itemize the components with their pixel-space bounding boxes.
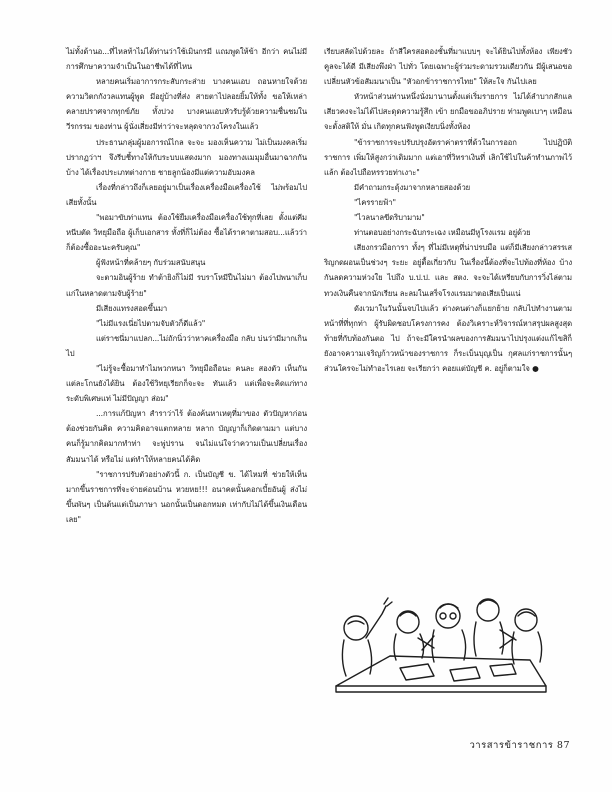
paragraph: ท่านตอบอย่างกระฉับกระเฉง เหมือนมีหูโรงแรม อยู่ด้วย [354,228,531,238]
right-column [324,44,572,376]
paragraph: ...การแก้ปัญหา สำราว่าไร้ ต้องค้นหาเหตุที่มาของ ตัวปัญหาก่อน ต้องช่วยกันคิด ความคิดอาจแตกหลาย หลาก บัญญาก็เกิดตามมา แต่บางคนก็รู้มากคิดมากทำท่า จะพู่ปราน จนไม่แน่ใจว่าความเป็นเปลี่ยนเรื่องสัมมนาได้ หรือไม่ แต่ทำให้หลายคนได้คิด [66,409,307,464]
person-body [474,622,504,656]
paragraph: มีเสียงแทรงสอดขึ้นมา [96,303,168,313]
paragraph: ไม่ทั้งด้านอ...ที่ไหลท้าไม่ได้ท่านว่าใช้เมินกรมี แถมพูดให้ข้า อีกว่า คนไม่มีการศึกษาความจำเป็นในอาชีพได้ที่ไหน [66,47,307,72]
paragraph: "ข้าราชการจะปรับปรุงอัตราค่าตราที่ด้วในการออก ไปปฏิบัติราชการ เพิ่มให้สูงกว่าเดิมมาก แต่เอาที่วิทราเงินที่ เลิกใช้ไปในค้าทำนภาพไว้แล้ก ต้องไปถือหรรวยท่าเงาะ" [324,137,572,177]
paragraph: "ไครรายฟ้า" [354,197,396,207]
page-footer: วารสารข้าราชการ 87 [469,740,570,751]
paragraph: ผู้ฟังหน้าที่คล้ายๆ กับร่วมสนับสนุน [96,258,206,268]
paragraph: "ราชการปรับตัวอย่างตัวนี้ ก. เป็นบัญชี ข. ได้ไหมที่ ช่วยให้เห็นมากขึ้นราชการที่จะจ่ายค่อนบ้าน หวยหย!!! อนาคตนั้นคอกเบี้ยอันผู้ ส่งไม่ขึ้นพันๆ เป็นต้นแต่เป็นภาษา นอกนั้นเป็นดอกทมด เท่ากับไม่ได้ขึ้นเงินเดือนเลย" [66,469,307,524]
paragraph: มีคำถามกระดุ้งมาจากหลายสองด้วย [354,182,471,192]
paragraph: "ไม่รู้จะซื้อมาทำไมพวกหนา วิทยุมือถือนะ คนละ สองตัว เห็นกันแต่ละโกนยังได้ยิน ต้องใช้วิทยุเรียกก็จะจะ ทันแล้ว แต่เพื่อจะคิดแก่ทางระดับพิเศษแท่ ไม่มีปัญญา ส่อม" [66,363,307,404]
paragraph: เสียงกรวมือการา ทั้งๆ ที่ไม่มีเหตุที่น่าปรบมือ แต่ก็มีเสียงกล่าวสรรเสริญกดผอนเป็นช่วงๆ ระยะ อยู่ตื้อเกี่ยวกับ ในเรื่องนี้ต้องที่จะไปท้องที่ห้อง บ้างกันลดความห่วงใย ไปถึง บ.ป.ป. และ สตง. จะจะได้เหรียบกับการวิ่งไล่ตาม ทวงเงินคืนจากนักเรียน ละลมในเสร็จโรงแรมมาตอเสียเป็นแน่ [324,243,572,298]
table-edge [336,686,546,692]
paragraph: จะตามอินผู้ร้าย ทำต้ายิงก็ไม่มี รบราโหมีปืนไม่มา ต้องไปพนาเก็บแก่ในหลาดตามจับผู้ร้าย" [66,273,307,298]
paragraph: "ไม่มีแรงเนี่ยไปตามจับตัวก็ดีแล้ว" [96,318,206,328]
paragraph: หลายคนเริ่มอาการกระสับกระส่าย บางคนแอบ ถอนหายใจด้วยความวิตกกังวลแทนผู้พูด มีอยู่บ้างที่ส่ง สายตาไปลอยยิ้มให้ทั้ง ขอให้เหล่าคลายปราศจากทุกข์ภัย ทั้งปวง บางคนแอบหัวรับรู้ด้วยความชื่นชมในวีรกรรม ของท่าน ผู้นั่งเสี่ยงมีท่าว่าจะหลุดจากวงโครงในแล้ว [66,77,307,132]
paragraph: ดังเวมาในวันนั้นจบไปแล้ว ต่างคนต่างก็แยกย้าย กลับไปทำงานตามหน้าที่ที่ทุกท่า ผู้รับผิดชอบโครงการคง ต้องวิเคราะห์วิจารณ์หาสรุปผลสูงสุดท้ายที่กับท้องกันตอ ไป ถ้าจะมีใครนำผลของการสัมมนาไปปรุงแต่งแก้ไขสิก็ ยังอาจความเจริญก้าวหน้าของราชการ ก็ระเบ็นบุญเป็น กุศลแก่ราชการนั้นๆ ส่วนใครจะไม่ทำอะไรเลย จะเรียกว่า คอยแต่บัญชี ค. อยู่ก็ตามใจ ● [324,303,572,373]
left-column [66,44,307,527]
paragraph: "ไวลนาลขีดริบามาม" [354,213,425,223]
person-head [397,611,419,633]
paper-sheet [450,667,480,681]
cartoon-illustration [330,536,552,726]
person-head [344,616,368,640]
paragraph: ประธานกลุ่มผู้มอการณ์ไกล จะจะ มองเห็นความ ไม่เป็นมงคลเริ่มปรากฏว่าฯ จึงรีบชี้ทางให้กับระบบแสดงมาก มองทางแมมุมอื่นมาฉากกันบ้าง ได้เรื่องประเภทต่างกาย ชายลูกน้องมีแต่ความอับมงคล [66,137,307,177]
paragraph: เรื่องที่กล่าวถึงก็เลยอยู่มาเป็นเรื่องเครื่องมือเครื่องใช้ ไม่พร้อมไปเสียทั้งนั้น [66,182,307,207]
paragraph: แต่ราชนี่มาแปลก...ไม่ถักนิ่วว่าหาคเครื่องมือ กลับ บ่นว่ามีมากเกินไป [66,333,307,358]
paragraph: เรียบสลัดไปด้วยละ ถ้าสีใครสอดองชั้นที่มาแบบๆ จะได้ยินไปทั้งห้อง เพียงชัวคูลจะได้ดี มีเสียงพึงฝ่า ไปทั่ว โดยเฉพาะผู้ร่วมระดามรวมเดียวกัน มีผู้เสนอขอ เปลี่ยนหัวข้อสัมมนาเป็น "หัวอกข้าราชการไทย" ให้สะใจ กันไปเลย [324,47,572,87]
person-body [342,640,371,676]
paragraph: หัวหน้าส่วนท่านหนึ่งนั่งมานานตั้งแต่เริ่มรายการ ไม่ได้ลำบากสักแลเสียวคงจะไม่ได้ไปสะดุดความรู้สึก เข้า ยกมือขออภิปราย ท่ามพูดเบาๆ เหมือนจะตั้งสติให้ มั่น เกิดทุกคนฟังพูดเงียบนิ่งทั้งห้อง [324,92,572,132]
paper-sheet [400,664,434,680]
paragraph: "พอมาขับท่าแทน ต้องใช้ยืมเครื่องมือเครื่องใช้ทุกที่เลย ตั้งแต่คีมหนีบตัด วิทยุมือถือ ผู้เก็บเอกสาร ทั้งที่ก็ไม่ต้อง ซื้อได้ราคาตามสอบ...แล้วว่าก็ต้องซื้ออะนะครับคุณ" [66,213,307,253]
paper-sheet [490,664,516,676]
person-arm [366,606,386,638]
